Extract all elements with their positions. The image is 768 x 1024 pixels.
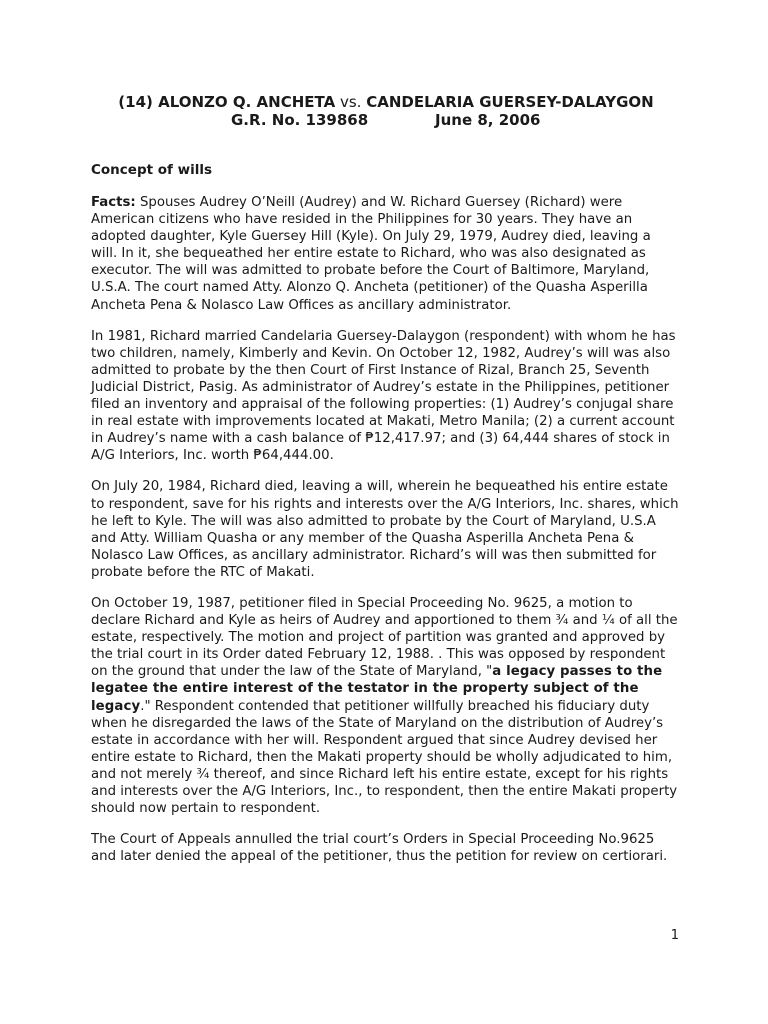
document-page	[91, 93, 681, 865]
maryland-law-quote: a legacy passes to the legatee the entire interest of the testator in the property subject of the legacy	[91, 664, 663, 714]
facts-body: Spouses Audrey O’Neill (Audrey) and W. Richard Guersey (Richard) were American citizens who have resided in the Philippines for 30 years. They have an adopted daughter, Kyle Guersey Hill (Kyle). On July 29, 1979, Audrey died, leaving a will. In it, she bequeathed her entire estate to Richard, who was also designated as executor. The will was admitted to probate before the Court of Baltimore, Maryland, U.S.A. The court named Atty. Alonzo Q. Ancheta (petitioner) of the Quasha Asperilla Ancheta Pena & Nolasco Law Offices as ancillary administrator.	[91, 195, 651, 313]
paragraph-2: In 1981, Richard married Candelaria Guersey-Dalaygon (respondent) with whom he has two children, namely, Kimberly and Kevin. On October 12, 1982, Audrey’s will was also admitted to probate by the then Court of First Instance of Rizal, Branch 25, Seventh Judicial District, Pasig. As administrator of Audrey’s estate in the Philippines, petitioner filed an inventory and appraisal of the following properties: (1) Audrey’s conjugal share in real estate with improvements located at Makati, Metro Manila; (2) a current account in Audrey’s name with a cash balance of ₱12,417.97; and (3) 64,444 shares of stock in A/G Interiors, Inc. worth ₱64,444.00.	[91, 328, 676, 464]
facts-paragraph	[91, 194, 681, 314]
paragraph-4	[91, 595, 681, 817]
decision-date: June 8, 2006	[435, 111, 541, 129]
gr-number: G.R. No. 139868	[231, 111, 369, 129]
case-title-petitioner: (14) ALONZO Q. ANCHETA	[118, 93, 336, 111]
paragraph-5: The Court of Appeals annulled the trial court’s Orders in Special Proceeding No.9625 and later denied the appeal of the petitioner, thus the petition for review on certiorari.	[91, 832, 668, 865]
section-heading: Concept of wills	[91, 162, 213, 178]
paragraph-4-start: On October 19, 1987, petitioner filed in Special Proceeding No. 9625, a motion to declare Richard and Kyle as heirs of Audrey and apportioned to them ¾ and ¼ of all the estate, respectively. The motion and project of partition was granted and approved by the trial court in its Order dated February 12, 1988. . This was opposed by respondent on the ground that under the law of the State of Maryland, "	[91, 595, 678, 680]
case-citation	[91, 111, 681, 129]
case-title-vs: vs.	[335, 93, 367, 111]
paragraph-3: On July 20, 1984, Richard died, leaving a will, wherein he bequeathed his entire estate to respondent, save for his rights and interests over the A/G Interiors, Inc. shares, which he left to Kyle. The will was also admitted to probate by the Court of Maryland, U.S.A and Atty. William Quasha or any member of the Quasha Asperilla Ancheta Pena & Nolasco Law Offices, as ancillary administrator. Richard’s will was then submitted for probate before the RTC of Makati.	[91, 479, 679, 580]
facts-label: Facts:	[91, 195, 136, 210]
case-title-respondent: CANDELARIA GUERSEY-DALAYGON	[366, 93, 654, 111]
page-number: 1	[670, 928, 679, 943]
case-title	[91, 93, 681, 111]
paragraph-4-end: ." Respondent contended that petitioner willfully breached his fiduciary duty when he disregarded the laws of the State of Maryland on the distribution of Audrey’s estate in accordance with her will. Respondent argued that since Audrey devised her entire estate to Richard, then the Makati property should be wholly adjudicated to him, and not merely ¾ thereof, and since Richard left his entire estate, except for his rights and interests over the A/G Interiors, Inc., to respondent, then the entire Makati property should now pertain to respondent.	[91, 698, 678, 817]
